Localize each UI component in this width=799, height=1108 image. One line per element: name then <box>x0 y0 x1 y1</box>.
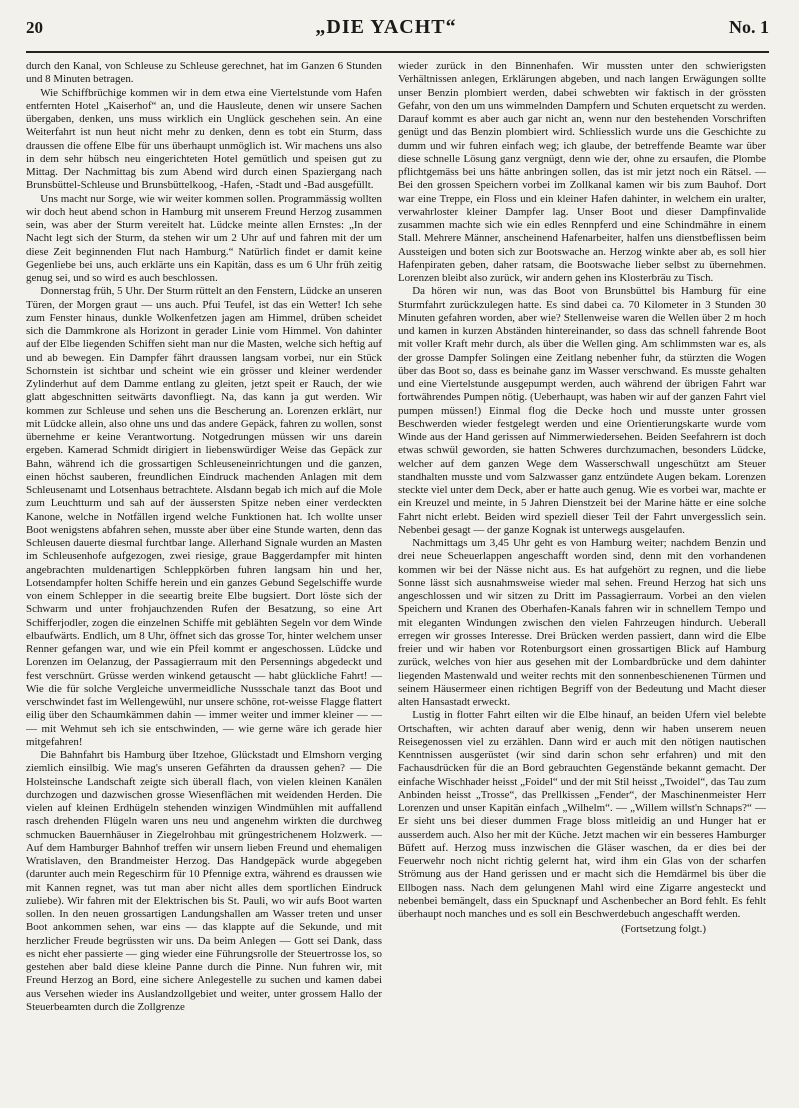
paragraph: Uns macht nur Sorge, wie wir weiter kommen sollen. Programmässig wollten wir doch heut abend schon in Hamburg mit unserem Freund Herzog zusammen sein, was aber der Sturm vereitelt hat. Lüdcke meinte allen Ernstes: „In der Nacht legt sich der Sturm, da stehen wir um 2 Uhr auf und fahren mit der um diese Zeit beginnenden Flut nach Hamburg.“ Natürlich findet er damit keine Gegenliebe bei uns, auch erklärte uns ein Kapitän, dass es um 6 Uhr früh zeitig genug sei, und so wird es auch beschlossen. <box>26 192 382 284</box>
page-header <box>26 16 769 50</box>
paragraph: Da hören wir nun, was das Boot von Brunsbüttel bis Hamburg für eine Sturmfahrt zurückzulegen hatte. Es sind dabei ca. 70 Kilometer in 3 Stunden 30 Minuten gefahren worden, aber wie? Stellenweise waren die Wellen über 2 m hoch und kamen in kurzen Abständen hintereinander, so dass das schnell fahrende Boot mit voller Kraft mehr durch, als über die Wellen ging. Am schlimmsten war es, als der grosse Dampfer Solingen eine Zeitlang nebenher fuhr, da stürzten die Wogen über das Boot so, dass es beinahe ganz im Wasser verschwand. Es musste gehalten und eine Viertelstunde ausgepumpt werden, auch während der übrigen Fahrt war fortwährendes Pumpen nötig. (Ueberhaupt, was haben wir auf der ganzen Fahrt viel pumpen müssen!) Einmal flog die Decke hoch und musste unter grossen Beschwerden wieder festgelegt werden und eine Orientierungskarte wurde vom Winde aus der Hand gerissen auf Nimmerwiedersehen. Beiden Seefahrern ist doch etwas schwül geworden, sie hatten Schweres durchzumachen, besonders Lüdcke, welcher auf dem ganzen Wege dem Wasserschwall ungeschützt am Steuer standhalten musste und vom Salzwasser ganz entzündete Augen bekam. Lorenzen steckte viel unter dem Deck, aber er hatte auch genug. Wie es vorbei war, machte er ein Kreuzel und meinte, in 5 Jahren Dienstzeit bei der Marine hätte er eine solche Fahrt nicht erlebt. Beiden wird speziell dieser Teil der Fahrt unvergesslich sein. Nebenbei gesagt — der ganze Kognak ist unterwegs ausgelaufen. <box>398 285 766 536</box>
header-rule <box>26 51 769 53</box>
page-number: 20 <box>26 18 43 37</box>
paragraph: durch den Kanal, von Schleuse zu Schleuse gerechnet, hat im Ganzen 6 Stunden und 8 Minuten betragen. <box>26 60 382 86</box>
left-column <box>26 60 382 1098</box>
paragraph: Die Bahnfahrt bis Hamburg über Itzehoe, Glückstadt und Elmshorn verging ziemlich einsilbig. Wie mag's unseren Gefährten da draussen gehen? — Die Holsteinsche Landschaft zeigte sich überall flach, von vielen kleinen Kanälen durchzogen und dazwischen grosse Wiesenflächen mit weidenden Herden. Die vielen auf kleinen Erdhügeln stehenden winzigen Windmühlen mit auffallend rasch drehenden Flügeln waren uns neu und angenehm wirkten die durchweg schmucken Bauernhäuser in Ziegelrohbau mit grüngestrichenem Holzwerk. — Auf dem Hamburger Bahnhof treffen wir unsern lieben Freund und ehemaligen Wratislaven, den Brandmeister Herzog. Das Handgepäck wurde abgegeben (darunter auch mein Regeschirm für 10 Pfennige extra, während es draussen wie mit Kannen regnet, was tut man aber nicht alles dem sportlichen Eindruck zuliebe). Wir fahren mit der Elektrischen bis St. Pauli, wo wir aufs Boot warten sollen. In den neuen grossartigen Landungshallen am Wasser treten und unser Boot ankommen sehen, war eins — das klappte auf die Sekunde, und mit herzlicher Freude begrüssten wir uns. Da beim Anlegen — Gott sei Dank, dass es nicht eher passierte — ging wieder eine Führungsrolle der Steuertrosse los, so gestehen aber bald diese kleine Panne durch die Pinne. Nun fuhren wir, mit Freund Herzog an Bord, eine sichere Anlegestelle zu suchen und kamen dabei aus Versehen wieder ins Auslandzollgebiet und weiter, unter grossem Hallo der Steuerbeamten durch die Zollgrenze <box>26 749 382 1013</box>
issue-number: No. 1 <box>729 17 769 37</box>
paragraph: Nachmittags um 3,45 Uhr geht es von Hamburg weiter; nachdem Benzin und drei neue Scheuerlappen angeschafft worden sind, denn mit den vorhandenen kommen wir bei der Nässe nicht aus. Es hat aufgehört zu regnen, und die liebe Sonne lässt sich ausnahmsweise wieder mal sehen. Freund Herzog hat sich uns angeschlossen und wir sitzen zu Dritt im Passagierraum. Vorbei an den vielen Speichern und Kranen des Oberhafen-Kanals fahren wir in schnellem Tempo und mit eleganten Windungen zwischen den vielen Fahrzeugen hindurch. Ueberall erregen wir grosses Interesse. Drei Brücken werden passiert, dann wird die Elbe freier und wir haben vor Rotenburgsort einen grossartigen Blick auf Hamburg zurück, welches von hier aus gesehen mit der Lombardbrücke und dem dahinter liegenden Mastenwald und weiter rechts mit den sonnenbeschienenen Türmen und seinem Häusermeer einen richtigen Begriff von der Bedeutung und Macht dieser alten Hansastadt erweckt. <box>398 537 766 708</box>
paragraph: Wie Schiffbrüchige kommen wir in dem etwa eine Viertelstunde vom Hafen entfernten Hotel „Kaiserhof“ an, und die Hausleute, denen wir unsere Sachen übergaben, denken, uns muss wirklich ein Unglück geschehen sein. An eine Weiterfahrt ist nun heut nicht mehr zu denken, denn es tobt ein Sturm, dass draussen die offene Elbe für uns überhaupt unmöglich ist. Wir machens uns also in dem sehr hübsch neu eingerichteten Hotel gemütlich und speisen gut zu Mittag. Der Nachmittag bis zum Abend wird durch einen Spaziergang nach Brunsbüttel-Schleuse und Brunsbüttelkoog, -Hafen, -Stadt und -Bad ausgefüllt. <box>26 86 382 192</box>
paragraph: Lustig in flotter Fahrt eilten wir die Elbe hinauf, an beiden Ufern viel belebte Ortschaften, wir achten darauf aber wenig, denn wir haben unserem neuen Reisegenossen viel zu erzählen. Dann wird er auch mit den nötigen nautischen Kenntnissen ausgerüstet (wir sind darin schon sehr erfahren) und mit den Fachausdrücken für die an Bord gebrauchten Gegenstände bekannt gemacht. Der einfache Wischhader heisst „Foidel“ und der mit Stil heisst „Twoidel“, das Tau zum Anbinden heisst „Trosse“, das Prellkissen „Fender“, der Maschinenmeister Herr Lorenzen und unser Kapitän einfach „Wilhelm“. — „Willem willst'n Schnaps?“ — Er sieht uns bei dieser dummen Frage bloss mitleidig an und Hunger hat er ausserdem auch. Also her mit der Küche. Jetzt machen wir ein besseres Hamburger Büfett auf. Herzog muss inzwischen die Gläser waschen, da er dies bei der Feuerwehr noch nicht richtig gelernt hat, wird ihm ein Glas von der scharfen Strömung aus der Hand gerissen und er macht sich die Hemdärmel bis über die Ellbogen nass. Nach dem gelungenen Mahl wird eine Zigarre angesteckt und nebenbei bemängelt, dass ein Spucknapf und Aschenbecher an Bord fehlt. Es fehlt überhaupt noch manches und es soll ein Beschwerdebuch angeschafft werden. <box>398 709 766 920</box>
right-column <box>398 60 766 1098</box>
paragraph: Donnerstag früh, 5 Uhr. Der Sturm rüttelt an den Fenstern, Lüdcke an unseren Türen, der Morgen graut — uns auch. Pfui Teufel, ist das ein Wetter! Ich sehe zum Fenster hinaus, dunkle Wolkenfetzen jagen am Himmel, drüben scheidet sich die Dammkrone als Horizont in gerader Linie vom Himmel. Von dahinter auf der Elbe liegenden Schiffen sieht man nur die Masten, welche sich heftig auf und ab bewegen. Ein Dampfer fährt draussen langsam vorbei, nur ein Stück Schornstein ist sichtbar und scheint wie ein grösser und kleiner werdender Zylinderhut auf dem Damme entlang zu gleiten, jetzt speit er Rauch, der wie glatt abgeschnitten seitwärts davonfliegt. Na, das kann ja gut werden. Wir kommen zur Schleuse und sehen uns die Bescherung an. Lorenzen erklärt, nur mit Lüdcke allein, also ohne uns und das andere Gepäck, fahren zu wollen, sonst übernehme er keine Verantwortung. Notgedrungen müssen wir uns darein ergeben. Kamerad Schmidt dirigiert in liebenswürdiger Weise das Gepäck zur Bahn, während ich die grossartigen Schleuseneinrichtungen und die ganzen, einen höchst sauberen, freundlichen Eindruck machenden Anlagen mit dem Schleusenamt und Lotsenhaus betrachtete. Alsdann begab ich mich auf die Mole zum Leuchtturm und sah auf der äussersten Spitze neben einer verdeckten Kanone, welche in Notfällen irgend welche Funktionen hat. Ich wollte unser Boot wenigstens abfahren sehen, musste aber über eine Stunde warten, denn das Schleusen dauerte diesmal furchtbar lange. Allerhand Signale wurden an Masten im Schleusenhofe aufgezogen, zwei riesige, graue Baggerdampfer mit hinten angebrachten muldenartigen Schleppkörben fuhren langsam hin und her, Lotsendampfer holten Schiffe herein und ein ganzes Gebund Segelschiffe wurde von einem Schlepper in die seeartig breite Elbe bugsiert. Dort löste sich der Schwarm und unter frohjauchzenden Rufen der Besatzung, so eine Art Schifferjodler, zogen die einzelnen Schiffe mit geblähten Segeln vor dem Winde elbaufwärts. Endlich, um 8 Uhr, öffnet sich das grosse Tor, hinter welchem unser Renner gefangen war, und wie ein Pfeil kommt er angeschossen. Lüdcke und Lorenzen im Oelanzug, der Passagierraum mit den Persennings abgedeckt und fest verschnürt. Grüsse werden winkend getauscht — habt glückliche Fahrt! — Wie die für solche Vergleiche unvermeidliche Nussschale tanzt das Boot und verschwindet fast im Wellengewühl, nur unsere schöne, rot-weisse Flagge flattert eilig über den Schaumkämmen dahin — immer weiter und immer kleiner — — — mit Wehmut seh ich sie entschwinden, — wie gerne wäre ich gerade hier mitgefahren! <box>26 285 382 748</box>
magazine-title: „DIE YACHT“ <box>315 16 457 38</box>
paragraph: wieder zurück in den Binnenhafen. Wir mussten unter den schwierigsten Verhältnissen anlegen, Erklärungen abgeben, und nach langen Erwägungen sollte unser Benzin plombiert werden, dabei schwebten wir faktisch in der grössten Gefahr, von den um uns wimmelnden Dampfern und Schuten erquetscht zu werden. Darauf kommt es aber auch gar nicht an, wenn nur den bestehenden Vorschriften genügt und das Benzin plombiert wird. Schliesslich wurde uns die Geschichte zu dumm und wir fuhren einfach weg; ich glaube, der betreffende Beamte war über diese schnelle Lösung ganz vergnügt, denn wie der, ohne zu ersaufen, die Plombe pflichtgemäss bei uns hätte anbringen sollen, das ist mir jetzt noch ein Rätsel. — Bei den grossen Speichern vorbei im Zollkanal kamen wir bis zum Bauhof. Dort war eine Treppe, ein Floss und ein kleiner Hafen dahinter, in welchem ein uralter, verwahrloster kleiner Dampfer lag. Unser Boot und dieser Dampfinvalide zusammen machte sich wie ein edles Rennpferd und eine Schindmähre in einem Stall. Mehrere Männer, anscheinend Hafenarbeiter, halfen uns dienstbeflissen beim Aussteigen und boten sich zur Bootswache an. Herzog winkte aber ab, es soll hier Hafenpiraten geben, daher ratsam, die Bootswache lieber selbst zu übernehmen. Lorenzen bleibt also zurück, wir andern gehen ins Klosterbräu zu Tisch. <box>398 60 766 284</box>
continuation-note: (Fortsetzung folgt.) <box>620 923 706 936</box>
